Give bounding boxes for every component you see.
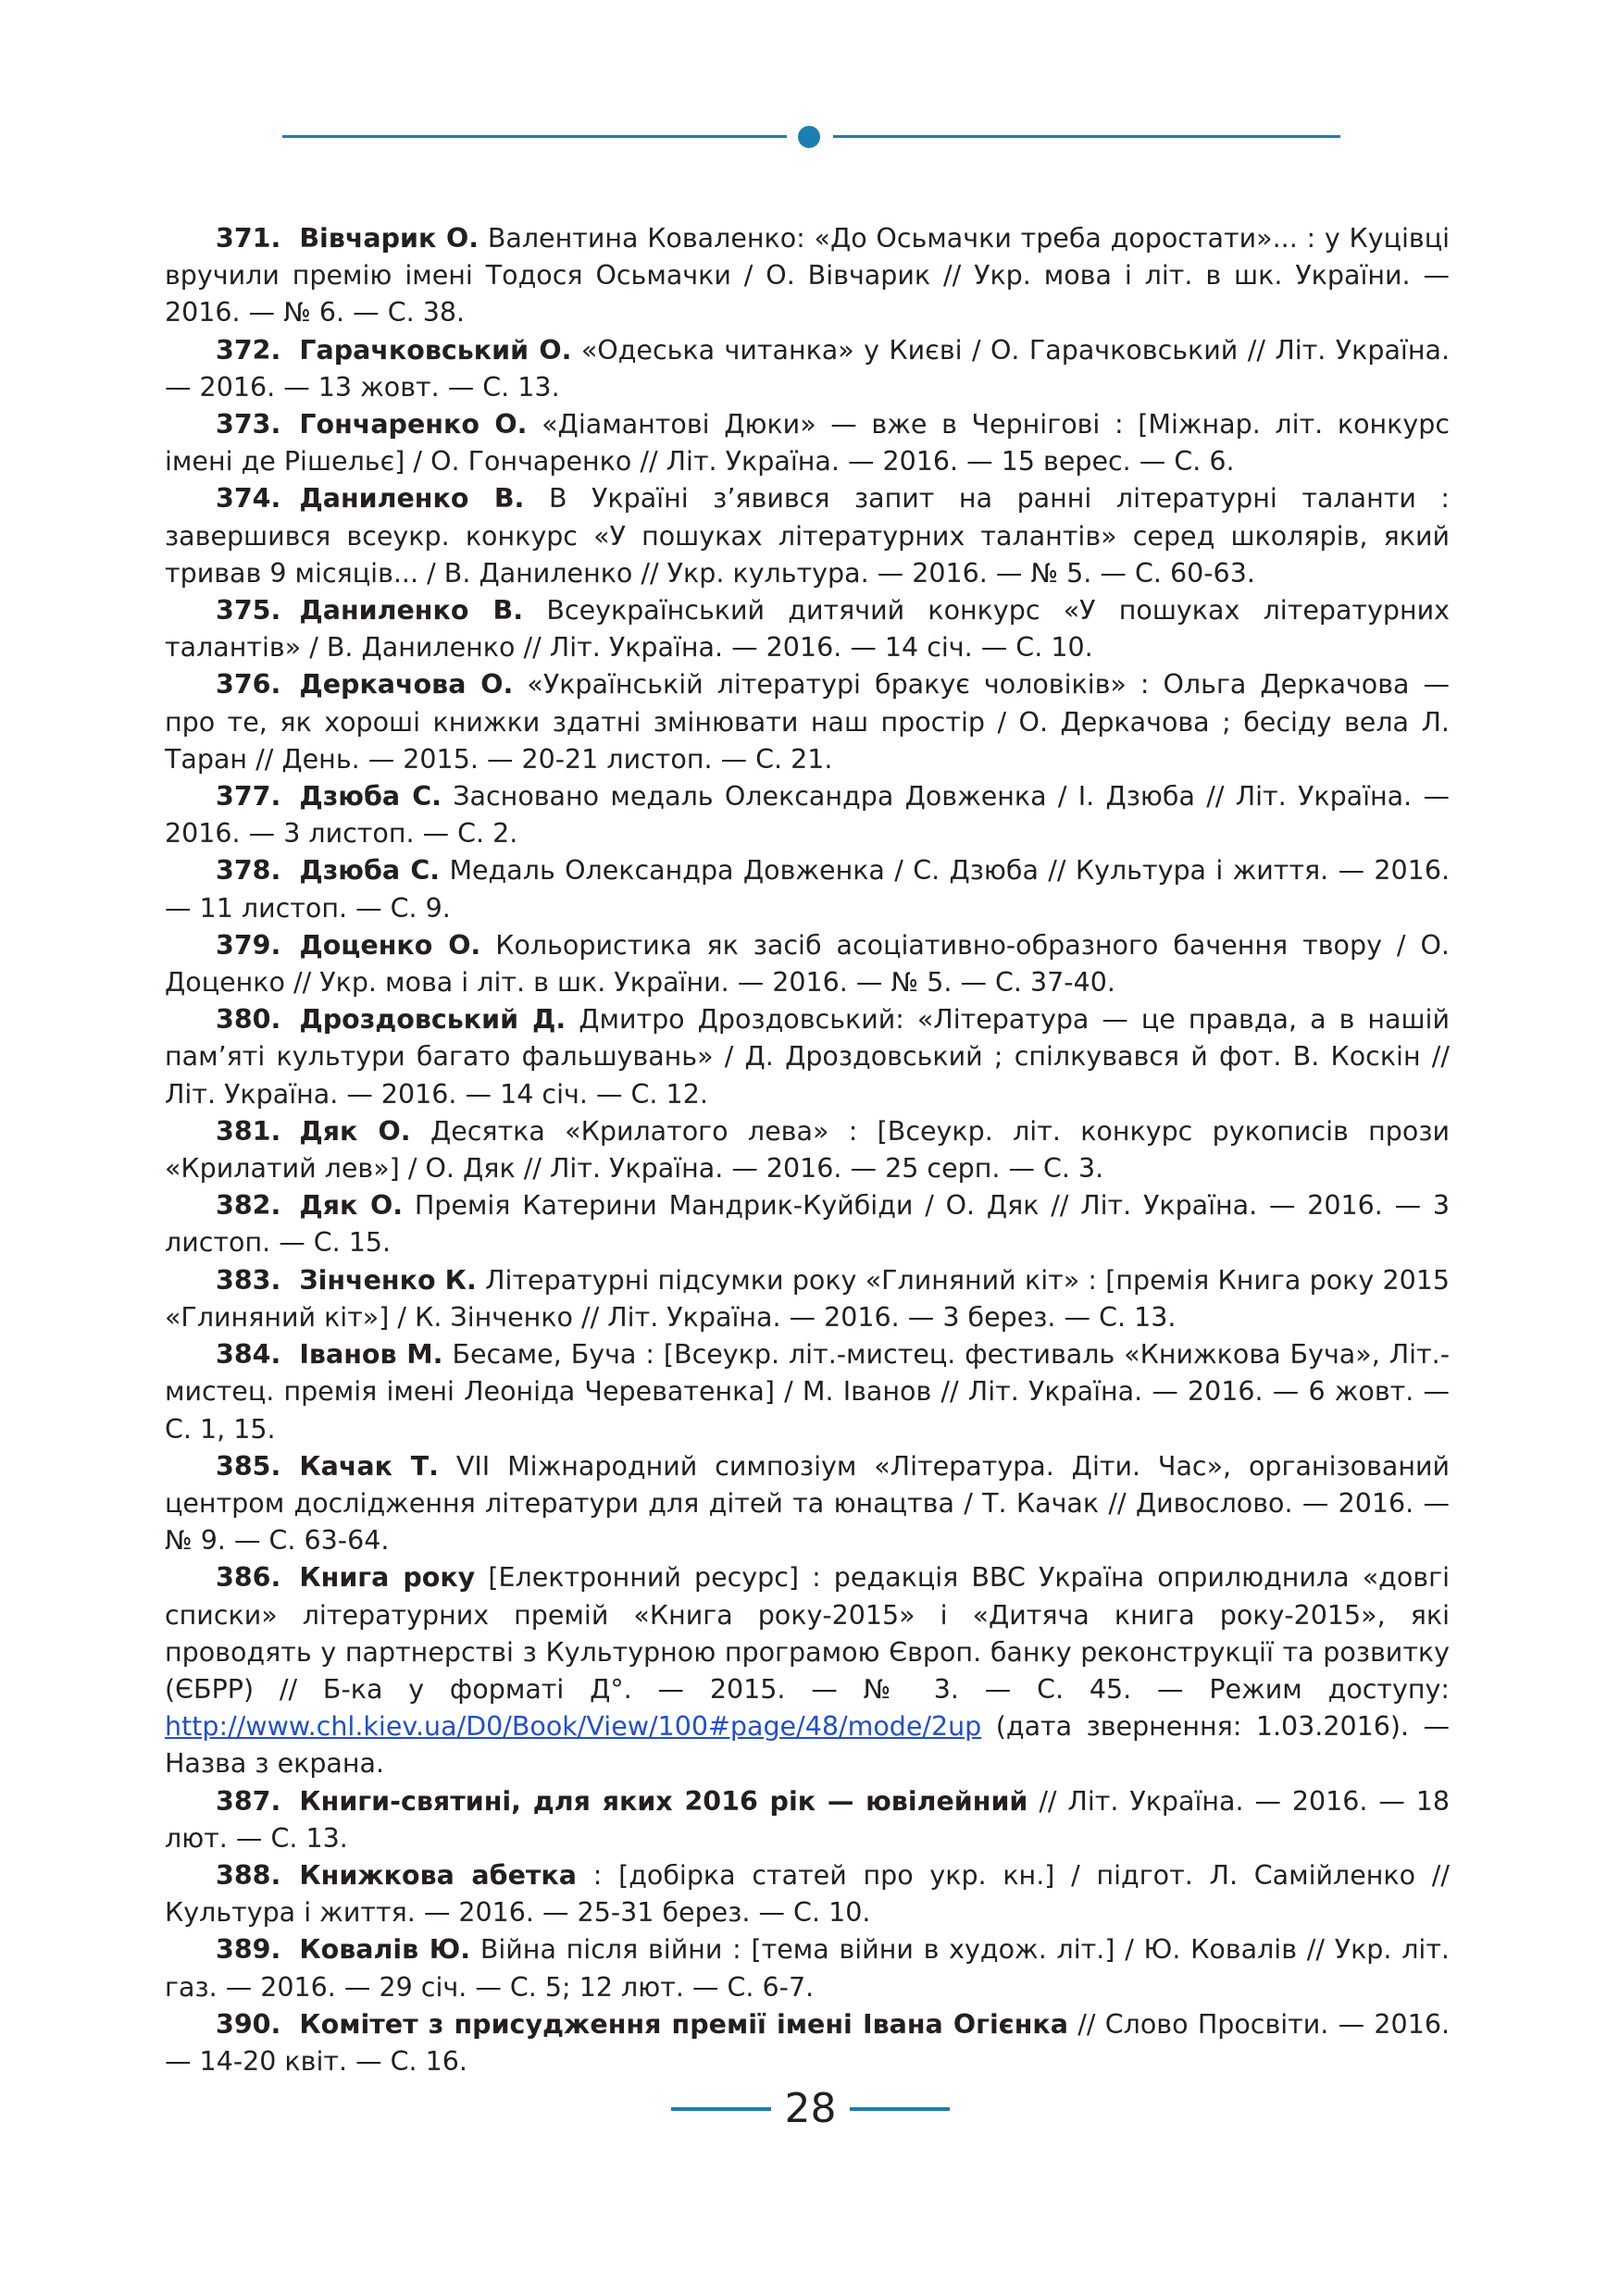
entry-author: Дроздовський Д. <box>299 1004 567 1036</box>
bibliography-entry-376 <box>165 666 1450 778</box>
entry-text: Десятка «Крилатого лева» : [Всеукр. літ. конкурс рукописів прози «Крилатий лев»] / О. Дяк // Літ. Україна. — 2016. — 25 серп. — С. 3. <box>165 1115 1450 1185</box>
entry-text: Війна після війни : [тема війни в худож. літ.] / Ю. Ковалів // Укр. літ. газ. — 2016. — 29 січ. — С. 5; 12 лют. — С. 6-7. <box>165 1934 1450 2003</box>
footer-rule-left <box>671 2107 771 2111</box>
header-dot <box>798 126 820 148</box>
page-number: 28 <box>784 2085 837 2132</box>
entry-text: Премія Катерини Мандрик-Куйбіди / О. Дяк // Літ. Україна. — 2016. — 3 листоп. — С. 15. <box>165 1190 1450 1259</box>
entry-text: «Українській літературі бракує чоловіків» : Ольга Деркачова — про те, як хороші книжки здатні змінювати наш простір / О. Деркачова ; бесіду вела Л. Таран // День. — 2015. — 20-21 листоп. — С. 21. <box>165 669 1451 775</box>
entry-text: Бесаме, Буча : [Всеукр. літ.-мистец. фестиваль «Книжкова Буча», Літ.-мистец. премія імені Леоніда Череватенка] / М. Іванов // Літ. Україна. — 2016. — 6 жовт. — С. 1, 15. <box>165 1339 1450 1445</box>
entry-author: Книги-святині, для яких 2016 рік — ювілейний <box>299 1785 1028 1817</box>
resource-link[interactable]: http://www.chl.kiev.ua/D0/Book/View/100#page/48/mode/2up <box>165 1711 982 1743</box>
bibliography-entry-383 <box>165 1262 1450 1336</box>
bibliography-entry-375 <box>165 592 1450 666</box>
entry-author: Гончаренко О. <box>299 409 528 441</box>
bibliography-entry-380 <box>165 1001 1450 1113</box>
entry-author: Доценко О. <box>299 929 481 961</box>
entry-text: Медаль Олександра Довженка / С. Дзюба // Культура і життя. — 2016. — 11 листоп. — С. 9. <box>165 855 1451 924</box>
header-rule-right <box>833 135 1340 138</box>
entry-number: 385. <box>216 1450 281 1482</box>
bibliography-entry-379 <box>165 927 1450 1001</box>
entry-author: Даниленко В. <box>299 483 525 515</box>
entry-text: [Електронний ресурс] : редакція BBC Україна оприлюднила «довгі списки» літературних премій «Книга року-2015» і «Дитяча книга року-2015», які проводять у партнерстві з Культурною програмою Європ. банку реконструкції та розвитку (ЄБРР) // Б-ка у форматі Д°. — 2015. — № 3. — С. 45. — Режим доступу: <box>165 1562 1450 1705</box>
entry-text: // Слово Просвіти. — 2016. — 14-20 квіт. — С. 16. <box>165 2008 1451 2077</box>
bibliography-entry-371 <box>165 220 1450 332</box>
entry-text: Засновано медаль Олександра Довженка / І. Дзюба // Літ. Україна. — 2016. — 3 листоп. — С. 2. <box>165 781 1450 850</box>
entry-author: Гарачковський О. <box>299 334 572 366</box>
entry-number: 383. <box>216 1264 281 1296</box>
entry-author: Дяк О. <box>299 1115 411 1147</box>
entry-text: Всеукраїнський дитячий конкурс «У пошуках літературних талантів» / В. Даниленко // Літ. Україна. — 2016. — 14 січ. — С. 10. <box>165 595 1450 664</box>
bibliography-entry-377 <box>165 778 1450 852</box>
entry-author: Зінченко К. <box>299 1264 477 1296</box>
entry-author: Книга року <box>299 1562 476 1594</box>
entry-author: Дяк О. <box>299 1190 404 1222</box>
entry-number: 390. <box>216 2008 281 2040</box>
entry-number: 384. <box>216 1339 281 1371</box>
bibliography-entry-390 <box>165 2006 1450 2080</box>
entry-number: 382. <box>216 1190 281 1222</box>
bibliography-list <box>165 220 1450 2080</box>
bibliography-entry-381 <box>165 1113 1450 1187</box>
entry-author: Ковалів Ю. <box>299 1934 471 1966</box>
entry-number: 375. <box>216 595 281 627</box>
bibliography-entry-385 <box>165 1448 1450 1560</box>
entry-author: Качак Т. <box>299 1450 440 1482</box>
entry-text: Дмитро Дроздовський: «Література — це правда, а в нашій пам’яті культури багато фальшувань» / Д. Дроздовський ; спілкувався й фот. В. Коскін // Літ. Україна. — 2016. — 14 січ. — С. 12. <box>165 1004 1450 1110</box>
bibliography-entry-373 <box>165 406 1450 480</box>
entry-author: Книжкова абетка <box>299 1859 577 1891</box>
entry-number: 381. <box>216 1115 281 1147</box>
entry-text: : [добірка статей про укр. кн.] / підгот. Л. Самійленко // Культура і життя. — 2016. — 25-31 берез. — С. 10. <box>165 1859 1451 1929</box>
entry-text: // Літ. Україна. — 2016. — 18 лют. — С. 13. <box>165 1785 1451 1854</box>
entry-number: 380. <box>216 1004 281 1036</box>
bibliography-entry-374 <box>165 480 1450 592</box>
entry-text: Кольористика як засіб асоціативно-образного бачення твору / О. Доценко // Укр. мова і літ. в шк. України. — 2016. — № 5. — С. 37-40. <box>165 929 1450 999</box>
bibliography-entry-372 <box>165 332 1450 406</box>
entry-text: «Одеська читанка» у Києві / О. Гарачковський // Літ. Україна. — 2016. — 13 жовт. — С. 13. <box>165 334 1451 403</box>
entry-number: 379. <box>216 929 281 961</box>
entry-number: 386. <box>216 1562 281 1594</box>
entry-author: Дзюба С. <box>299 781 442 813</box>
entry-number: 373. <box>216 409 281 441</box>
bibliography-entry-389 <box>165 1931 1450 2005</box>
entry-number: 388. <box>216 1859 281 1891</box>
entry-number: 389. <box>216 1934 281 1966</box>
entry-number: 377. <box>216 781 281 813</box>
entry-number: 372. <box>216 334 281 366</box>
entry-number: 371. <box>216 223 281 254</box>
entry-number: 378. <box>216 855 281 887</box>
entry-text: Валентина Коваленко: «До Осьмачки треба доростати»... : у Куцівці вручили премію імені Тодося Осьмачки / О. Вівчарик // Укр. мова і літ. в шк. України. — 2016. — № 6. — С. 38. <box>165 223 1451 329</box>
entry-author: Вівчарик О. <box>299 223 479 254</box>
entry-text: В Україні з’явився запит на ранні літературні таланти : завершився всеукр. конкурс «У пошуках літературних талантів» серед школярів, який тривав 9 місяців... / В. Даниленко // Укр. культура. — 2016. — № 5. — С. 60-63. <box>165 483 1450 589</box>
entry-author: Комітет з присудження премії імені Івана Огієнка <box>299 2008 1068 2040</box>
entry-author: Деркачова О. <box>299 669 514 701</box>
entry-text-after: (дата звернення: 1.03.2016). — Назва з екрана. <box>165 1711 1451 1780</box>
entry-text: Літературні підсумки року «Глиняний кіт» : [премія Книга року 2015 «Глиняний кіт»] / К. Зінченко // Літ. Україна. — 2016. — 3 берез. — С. 13. <box>165 1264 1451 1333</box>
header-rule-left <box>282 135 787 138</box>
entry-author: Дзюба С. <box>299 855 441 887</box>
entry-author: Даниленко В. <box>299 595 524 627</box>
bibliography-entry-378 <box>165 852 1450 926</box>
bibliography-entry-387 <box>165 1783 1450 1857</box>
entry-number: 374. <box>216 483 281 515</box>
bibliography-entry-382 <box>165 1187 1450 1261</box>
entry-text: «Діамантові Дюки» — вже в Чернігові : [Міжнар. літ. конкурс імені де Рішельє] / О. Гончаренко // Літ. Україна. — 2016. — 15 верес. — С. 6. <box>165 409 1450 478</box>
bibliography-entry-386 <box>165 1559 1450 1782</box>
bibliography-entry-388 <box>165 1857 1450 1931</box>
entry-number: 387. <box>216 1785 281 1817</box>
entry-number: 376. <box>216 669 281 701</box>
footer-rule-right <box>850 2107 950 2111</box>
entry-text: VII Міжнародний симпозіум «Література. Діти. Час», організований центром дослідження літератури для дітей та юнацтва / Т. Качак // Дивослово. — 2016. — № 9. — С. 63-64. <box>165 1450 1451 1557</box>
bibliography-entry-384 <box>165 1336 1450 1448</box>
entry-author: Іванов М. <box>299 1339 443 1371</box>
